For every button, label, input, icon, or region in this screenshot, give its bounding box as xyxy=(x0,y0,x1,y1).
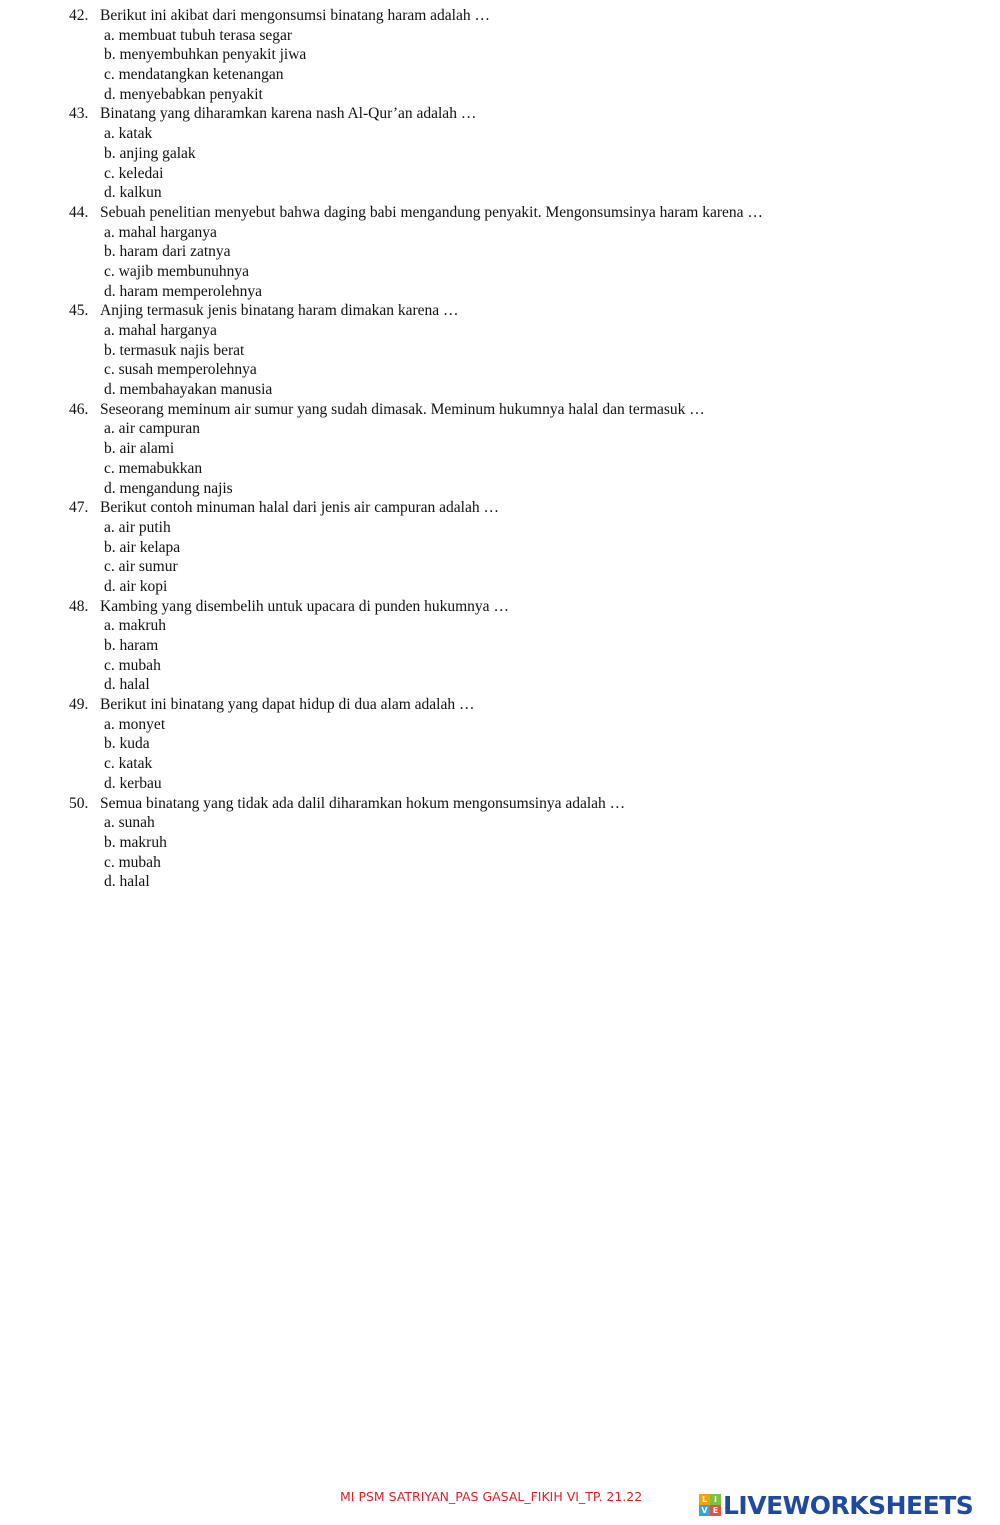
answer-option: d. kerbau xyxy=(104,774,162,792)
answer-option: a. mahal harganya xyxy=(104,322,217,339)
question-number: 50. xyxy=(69,794,89,812)
question-number: 48. xyxy=(69,597,89,615)
question-item xyxy=(69,597,969,695)
answer-option: d. halal xyxy=(104,873,150,891)
footer-text: MI PSM SATRIYAN_PAS GASAL_FIKIH VI_TP. 21.22 xyxy=(340,1489,643,1504)
question-line xyxy=(69,400,969,420)
question-text: Anjing termasuk jenis binatang haram dimakan karena … xyxy=(100,302,459,320)
answer-option: b. air kelapa xyxy=(104,538,181,556)
question-line xyxy=(69,597,969,617)
question-text: Sebuah penelitian menyebut bahwa daging babi mengandung penyakit. Mengonsumsinya haram karena … xyxy=(100,203,763,221)
answer-option: c. memabukkan xyxy=(104,459,203,477)
answer-option: c. mendatangkan ketenangan xyxy=(104,66,284,84)
question-text: Seseorang meminum air sumur yang sudah dimasak. Meminum hukumnya halal dan termasuk … xyxy=(100,400,705,418)
answer-option: a. membuat tubuh terasa segar xyxy=(104,26,293,44)
question-text: Semua binatang yang tidak ada dalil diharamkan hokum mengonsumsinya adalah … xyxy=(100,794,626,812)
question-number: 47. xyxy=(69,499,89,517)
answer-option: a. makruh xyxy=(104,617,166,635)
answer-option: d. air kopi xyxy=(104,577,168,595)
answer-option: d. haram memperolehnya xyxy=(104,282,262,300)
question-item xyxy=(69,794,969,892)
answer-option: b. kuda xyxy=(104,735,150,753)
liveworksheets-logo-icon xyxy=(699,1494,721,1516)
logo-tile-e: E xyxy=(710,1505,721,1516)
answer-option: d. kalkun xyxy=(104,184,162,202)
question-list xyxy=(69,6,969,892)
answer-option: b. haram xyxy=(104,637,159,654)
answer-option: c. air sumur xyxy=(104,558,178,576)
answer-option: a. monyet xyxy=(104,715,166,733)
question-number: 45. xyxy=(69,302,89,320)
answer-option: b. haram dari zatnya xyxy=(104,243,231,261)
question-line xyxy=(69,301,969,321)
logo-tile-v: V xyxy=(699,1505,710,1516)
answer-option: c. mubah xyxy=(104,656,161,674)
question-line xyxy=(69,498,969,518)
answer-option: c. mubah xyxy=(104,853,161,871)
question-text: Binatang yang diharamkan karena nash Al-Qur’an adalah … xyxy=(100,105,477,123)
question-line xyxy=(69,104,969,124)
answer-option: b. anjing galak xyxy=(104,144,196,162)
answer-option: a. sunah xyxy=(104,814,155,832)
question-text: Berikut ini akibat dari mengonsumsi binatang haram adalah … xyxy=(100,7,490,24)
question-number: 44. xyxy=(69,203,89,221)
brand-name: LIVEWORKSHEETS xyxy=(723,1490,974,1520)
answer-option: b. makruh xyxy=(104,833,167,851)
answer-option: a. air putih xyxy=(104,518,171,536)
question-number: 43. xyxy=(69,105,89,123)
answer-option: c. wajib membunuhnya xyxy=(104,262,250,280)
logo-tile-l: L xyxy=(699,1494,710,1505)
answer-option: b. menyembuhkan penyakit jiwa xyxy=(104,46,307,64)
answer-option: d. mengandung najis xyxy=(104,479,233,497)
answer-option: a. mahal harganya xyxy=(104,223,217,241)
answer-option: a. katak xyxy=(104,125,153,143)
answer-option: c. katak xyxy=(104,755,153,773)
answer-option: b. air alami xyxy=(104,440,175,458)
answer-option: c. susah memperolehnya xyxy=(104,361,257,379)
question-item xyxy=(69,498,969,596)
question-item xyxy=(69,203,969,301)
question-item xyxy=(69,695,969,793)
answer-option: d. membahayakan manusia xyxy=(104,381,273,399)
question-line xyxy=(69,203,969,223)
liveworksheets-brand[interactable] xyxy=(699,1490,973,1520)
question-text: Berikut ini binatang yang dapat hidup di dua alam adalah … xyxy=(100,696,475,714)
answer-option: d. halal xyxy=(104,676,150,694)
question-line xyxy=(69,695,969,715)
answer-option: b. termasuk najis berat xyxy=(104,341,245,359)
question-number: 42. xyxy=(69,7,89,24)
question-item xyxy=(69,301,969,399)
answer-option: a. air campuran xyxy=(104,420,200,438)
answer-option: c. keledai xyxy=(104,164,164,182)
answer-option: d. menyebabkan penyakit xyxy=(104,85,263,103)
question-number: 46. xyxy=(69,400,89,418)
question-number: 49. xyxy=(69,696,89,714)
question-line xyxy=(69,6,969,26)
question-item xyxy=(69,400,969,498)
question-text: Berikut contoh minuman halal dari jenis air campuran adalah … xyxy=(100,499,499,517)
question-text: Kambing yang disembelih untuk upacara di punden hukumnya … xyxy=(100,597,509,615)
logo-tile-i: I xyxy=(710,1494,721,1505)
question-item xyxy=(69,6,969,104)
question-line xyxy=(69,794,969,814)
question-item xyxy=(69,104,969,202)
